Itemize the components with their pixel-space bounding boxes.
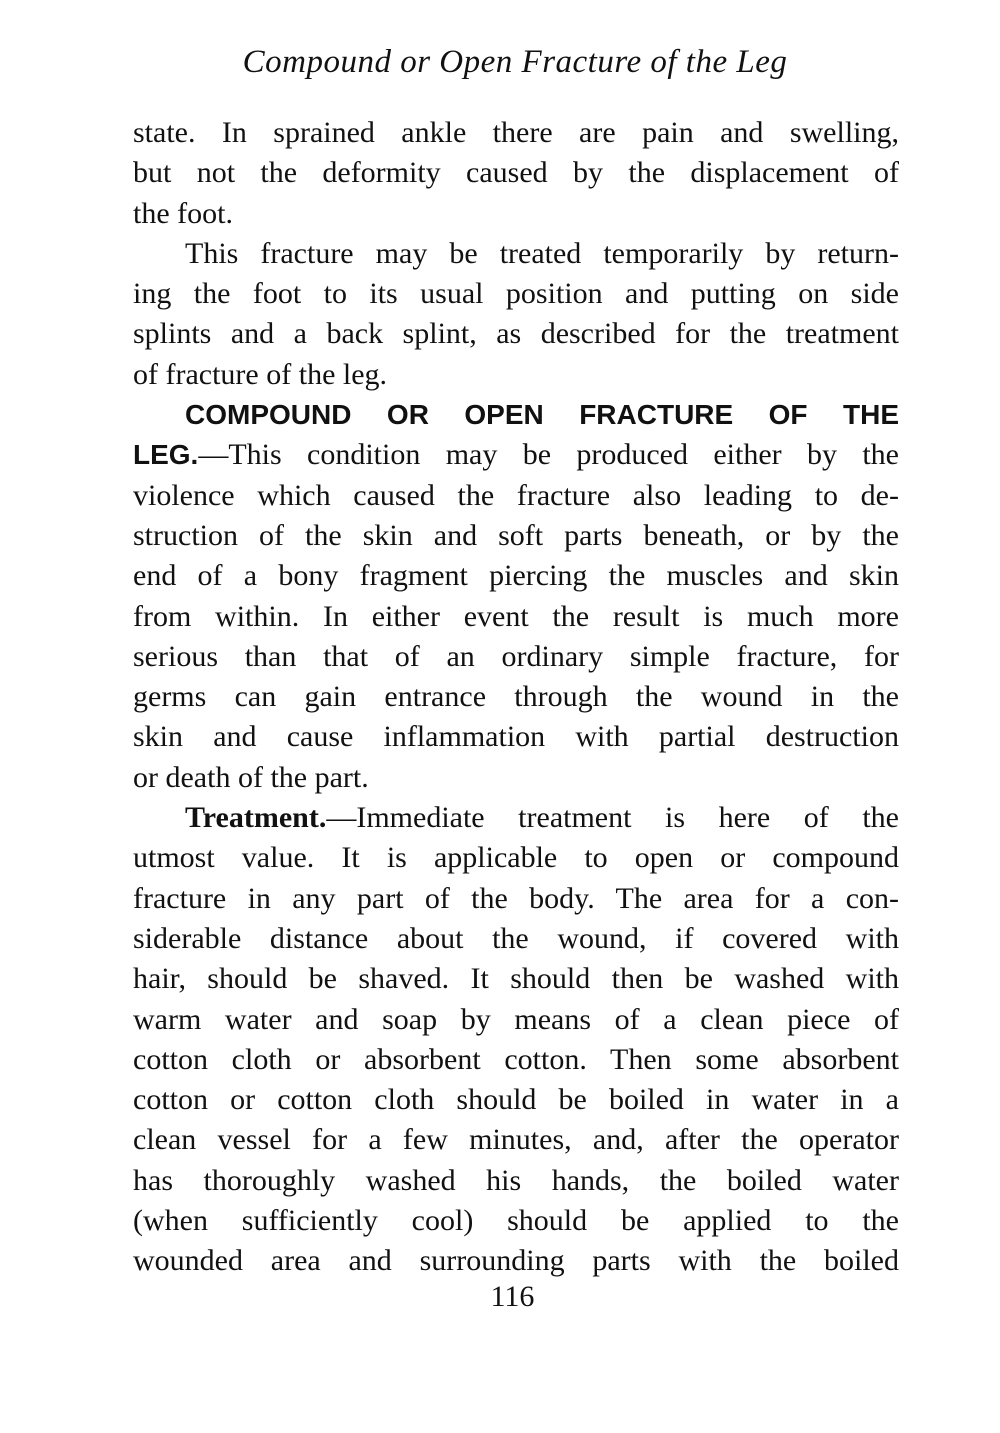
text-run: but not the deformity caused by the displacement of: [133, 156, 899, 190]
run-in-heading: Treatment.: [185, 801, 327, 835]
text-run: germs can gain entrance through the wound in the: [133, 680, 899, 714]
text-run: —Immediate treatment is here of the: [326, 801, 899, 835]
text-run: or death of the part.: [133, 760, 369, 794]
text-run: end of a bony fragment piercing the muscles and skin: [133, 559, 899, 593]
page-body: [133, 113, 899, 1282]
paragraph: [133, 395, 899, 798]
text-line: [133, 113, 899, 153]
text-run: hair, should be shaved. It should then be washed with: [133, 962, 899, 996]
text-line: [133, 314, 899, 354]
text-run: the foot.: [133, 196, 233, 230]
text-line: [133, 1241, 899, 1281]
section-heading: COMPOUND OR OPEN FRACTURE OF THE: [185, 399, 899, 431]
text-run: violence which caused the fracture also leading to de-: [133, 478, 899, 512]
text-run: serious than that of an ordinary simple fracture, for: [133, 639, 899, 673]
text-run: splints and a back splint, as described for the treatment: [133, 317, 899, 351]
paragraph: [133, 798, 899, 1282]
text-line: [133, 435, 899, 475]
text-line: [133, 838, 899, 878]
text-line: [133, 879, 899, 919]
text-line: [133, 355, 899, 395]
text-run: from within. In either event the result is much more: [133, 599, 899, 633]
text-line: [133, 1040, 899, 1080]
text-line: [133, 597, 899, 637]
text-run: skin and cause inflammation with partial destruction: [133, 720, 899, 754]
text-line: [133, 1120, 899, 1160]
text-line: [133, 194, 899, 234]
text-line: [133, 677, 899, 717]
text-line: [133, 556, 899, 596]
text-line: [133, 1080, 899, 1120]
section-heading: LEG.: [133, 439, 199, 471]
text-run: of fracture of the leg.: [133, 357, 388, 391]
running-header: Compound or Open Fracture of the Leg: [242, 44, 788, 80]
text-line: [133, 476, 899, 516]
text-line: [133, 959, 899, 999]
text-line: [133, 798, 899, 838]
text-line: [133, 153, 899, 193]
text-line: [133, 516, 899, 556]
text-run: cotton cloth or absorbent cotton. Then some absorbent: [133, 1042, 899, 1076]
text-run: ing the foot to its usual position and putting on side: [133, 277, 899, 311]
text-line: [133, 758, 899, 798]
text-run: clean vessel for a few minutes, and, after the operator: [133, 1123, 899, 1157]
text-run: fracture in any part of the body. The area for a con-: [133, 881, 899, 915]
text-run: utmost value. It is applicable to open or compound: [133, 841, 899, 875]
page-number: 116: [490, 1280, 535, 1313]
text-line: [133, 395, 899, 435]
text-line: [133, 1201, 899, 1241]
text-run: struction of the skin and soft parts beneath, or by the: [133, 518, 899, 552]
text-run: (when sufficiently cool) should be applied to the: [133, 1204, 899, 1238]
text-run: siderable distance about the wound, if covered with: [133, 921, 899, 955]
text-line: [133, 717, 899, 757]
text-run: warm water and soap by means of a clean piece of: [133, 1002, 899, 1036]
text-run: cotton or cotton cloth should be boiled in water in a: [133, 1083, 899, 1117]
text-line: [133, 1000, 899, 1040]
text-run: This fracture may be treated temporarily by return-: [185, 236, 899, 270]
text-line: [133, 274, 899, 314]
paragraph: [133, 234, 899, 395]
text-line: [133, 637, 899, 677]
text-line: [133, 234, 899, 274]
text-run: has thoroughly washed his hands, the boiled water: [133, 1163, 899, 1197]
text-line: [133, 1161, 899, 1201]
text-line: [133, 919, 899, 959]
text-run: state. In sprained ankle there are pain and swelling,: [133, 116, 899, 149]
text-run: —This condition may be produced either by the: [198, 438, 899, 472]
text-run: wounded area and surrounding parts with the boiled: [133, 1244, 899, 1278]
paragraph: [133, 113, 899, 234]
